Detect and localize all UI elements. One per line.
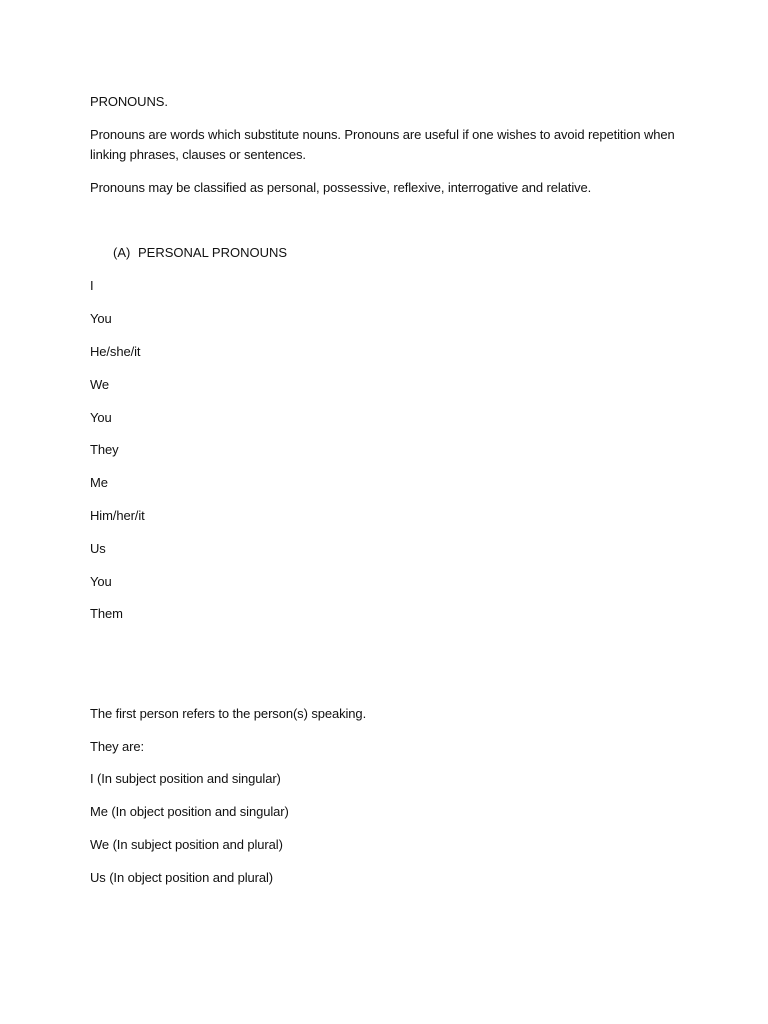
pronoun-list-item: You — [90, 311, 112, 326]
pronoun-list-item: You — [90, 574, 112, 589]
first-person-list-item: Me (In object position and singular) — [90, 804, 289, 819]
they-are-label: They are: — [90, 739, 145, 754]
section-heading-text: PERSONAL PRONOUNS — [138, 245, 288, 260]
intro-paragraph: Pronouns are words which substitute nouns. Pronouns are useful if one wishes to avoid repetition when linking phrases, clauses or sentences. — [90, 127, 675, 162]
first-person-intro: The first person refers to the person(s) speaking. — [90, 706, 367, 721]
classification-paragraph: Pronouns may be classified as personal, possessive, reflexive, interrogative and relative. — [90, 180, 592, 195]
first-person-list-item: Us (In object position and plural) — [90, 870, 274, 885]
document-title: PRONOUNS. — [90, 94, 168, 109]
pronoun-list-item: Us — [90, 541, 106, 556]
first-person-list-item: I (In subject position and singular) — [90, 771, 281, 786]
first-person-list-item: We (In subject position and plural) — [90, 837, 283, 852]
section-heading-personal-pronouns — [113, 243, 287, 263]
pronoun-list-item: Them — [90, 606, 123, 621]
pronoun-list-item: Me — [90, 475, 108, 490]
pronoun-list-item: You — [90, 410, 112, 425]
section-marker: (A) — [113, 245, 131, 260]
pronoun-list-item: Him/her/it — [90, 508, 145, 523]
pronoun-list-item: We — [90, 377, 110, 392]
pronoun-list-item: I — [90, 278, 94, 293]
pronoun-list-item: He/she/it — [90, 344, 141, 359]
pronoun-list-item: They — [90, 442, 119, 457]
